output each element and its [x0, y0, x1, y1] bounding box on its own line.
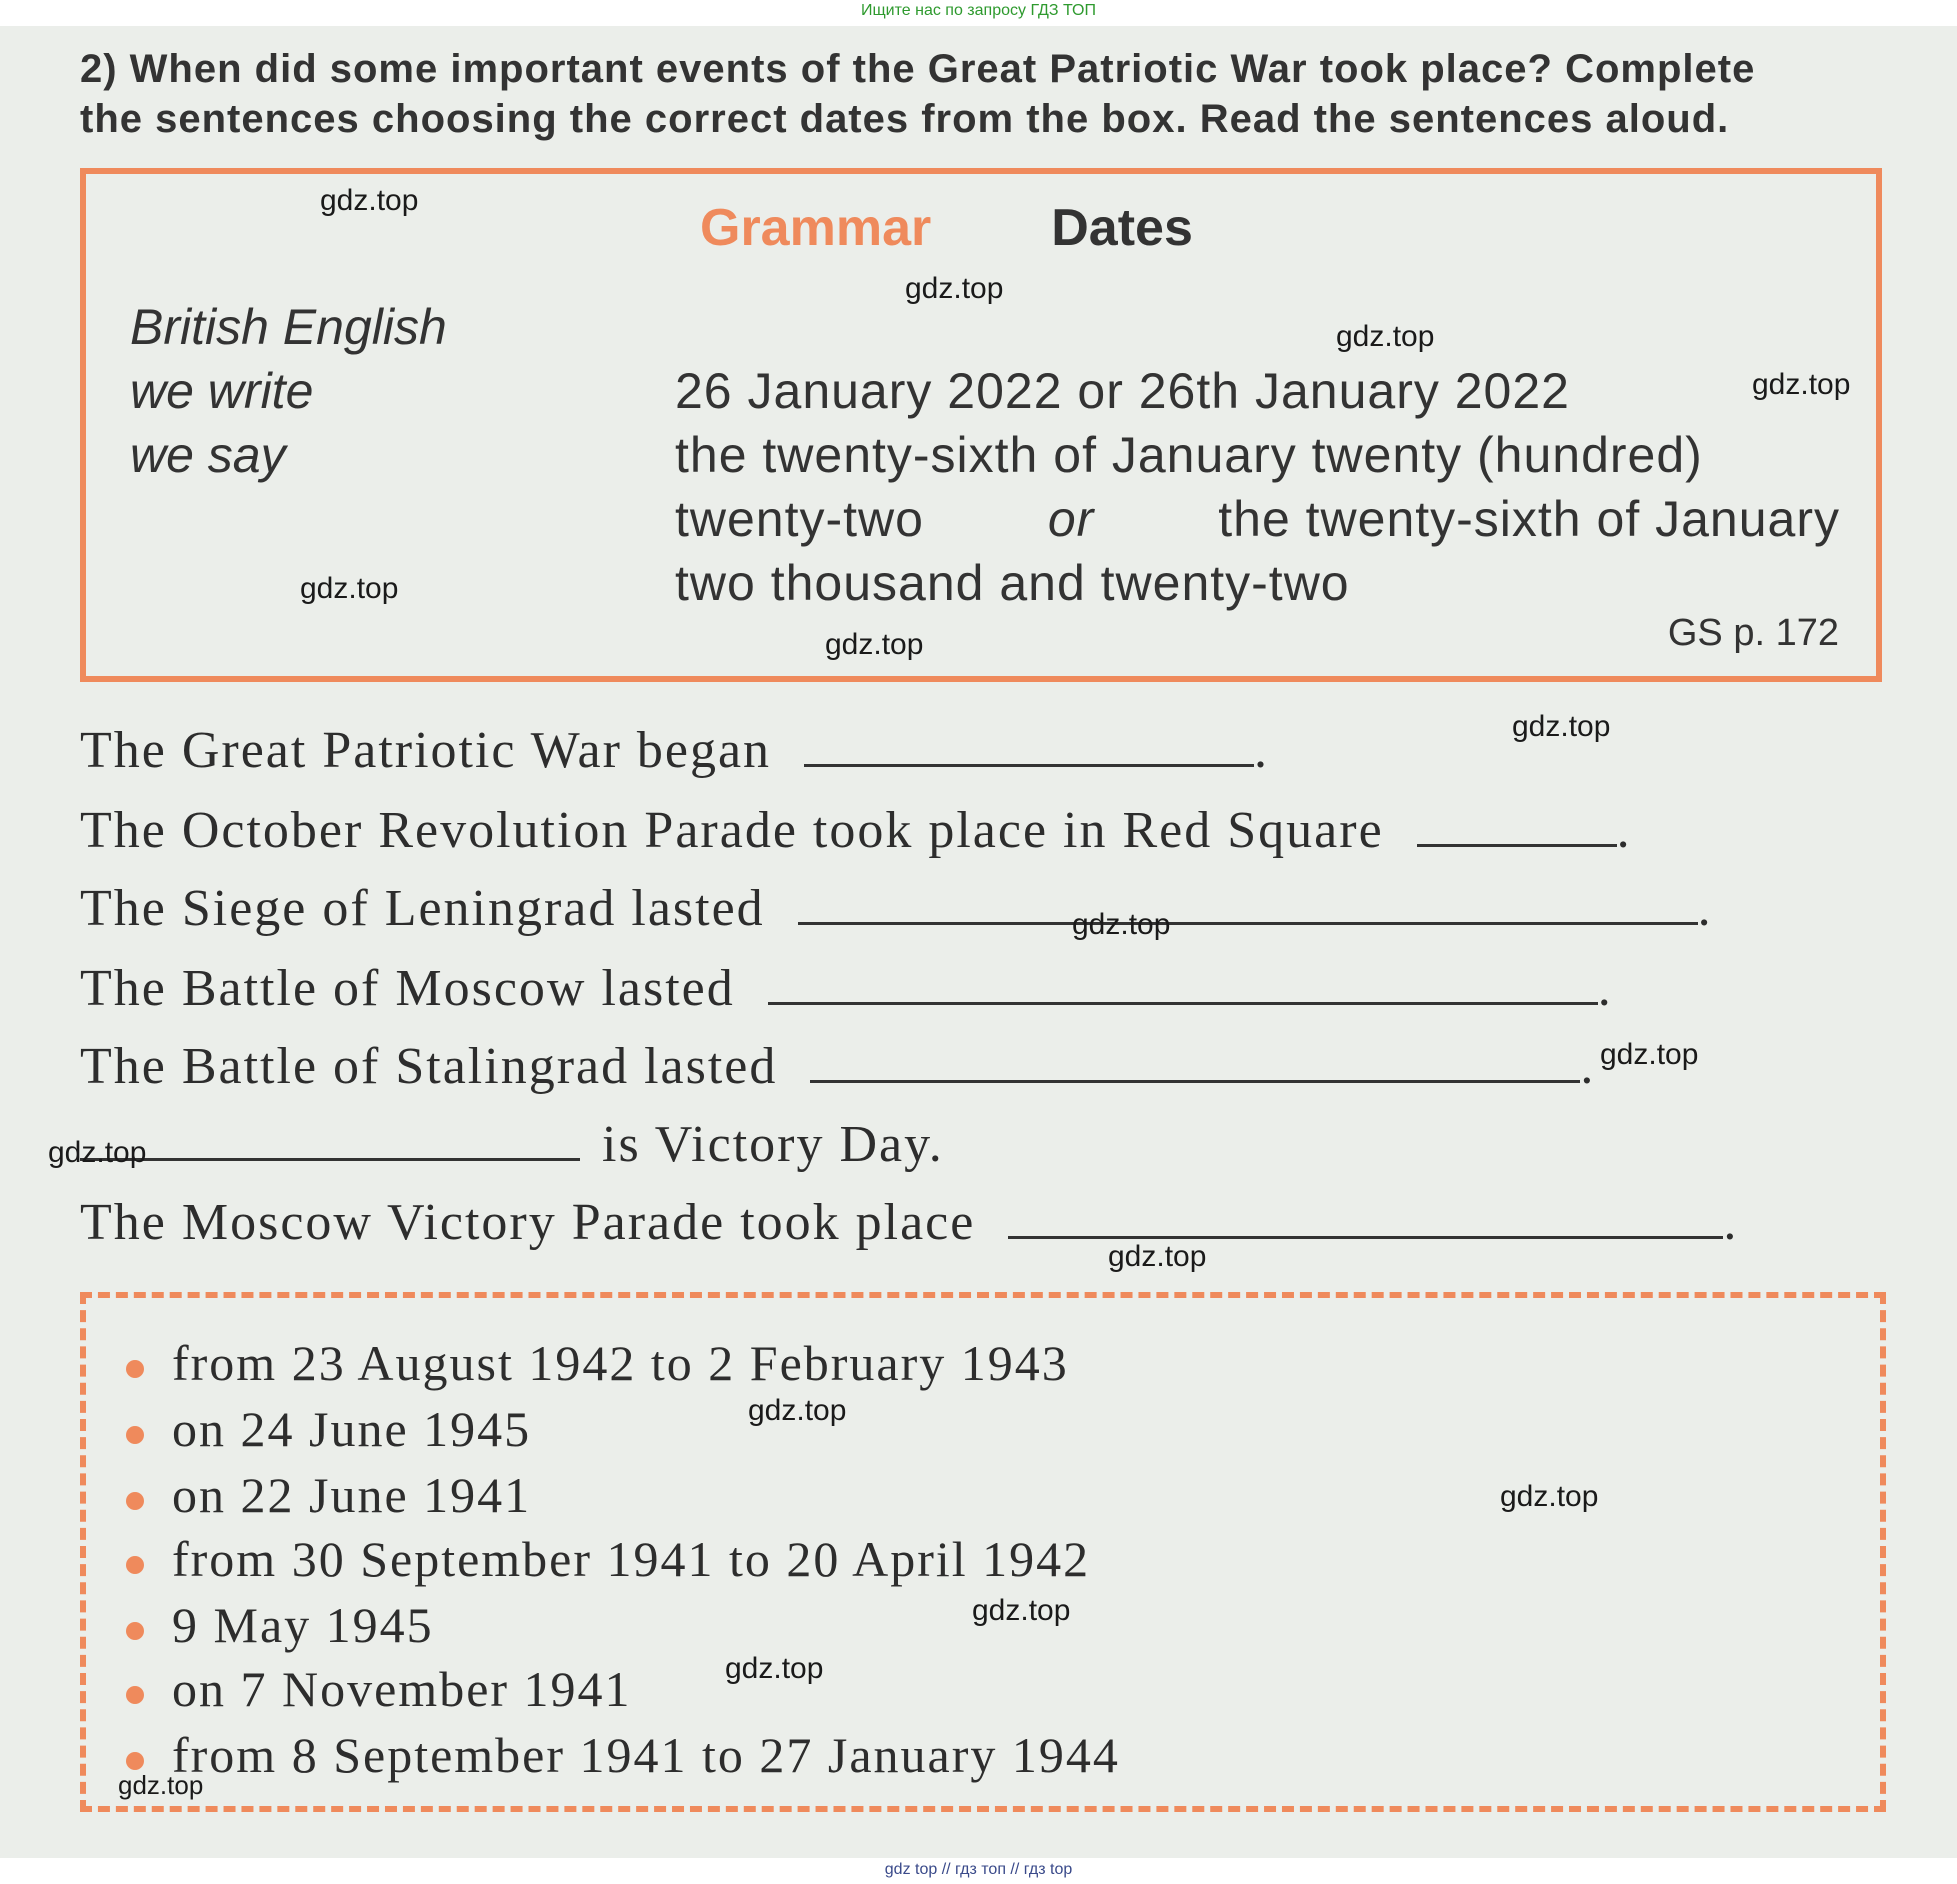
date-text: on 22 June 1941 — [172, 1467, 532, 1523]
sentence-text: The Battle of Stalingrad lasted — [80, 1038, 778, 1095]
sentence-2 — [80, 800, 1632, 860]
answer-blank[interactable] — [798, 878, 1698, 925]
watermark: gdz.top — [48, 1136, 147, 1169]
sentence-3 — [80, 878, 1713, 938]
grammar-topic: Dates — [1051, 199, 1193, 257]
date-text: on 7 November 1941 — [172, 1661, 632, 1717]
answer-blank[interactable] — [804, 720, 1254, 767]
date-option-6[interactable] — [126, 1660, 632, 1718]
say-example-line-2 — [675, 490, 1840, 548]
watermark: gdz.top — [972, 1594, 1071, 1627]
sentence-period: . — [1723, 1194, 1739, 1251]
bottom-banner[interactable]: gdz top // гдз топ // гдз top — [0, 1858, 1957, 1884]
answer-blank[interactable] — [1417, 800, 1617, 847]
sentence-7 — [80, 1192, 1738, 1252]
date-text: from 23 August 1942 to 2 February 1943 — [172, 1335, 1069, 1391]
watermark: gdz.top — [1600, 1038, 1699, 1071]
sentence-text: The Moscow Victory Parade took place — [80, 1194, 976, 1251]
bullet-icon — [126, 1556, 144, 1574]
sentence-period: . — [1254, 722, 1270, 779]
task-instructions — [80, 44, 1900, 144]
sentence-text: The Great Patriotic War began — [80, 722, 772, 779]
sentence-period: . — [1616, 802, 1632, 859]
top-banner[interactable]: Ищите нас по запросу ГДЗ ТОП — [0, 0, 1957, 26]
grammar-label: Grammar — [700, 199, 932, 257]
bullet-icon — [126, 1752, 144, 1770]
watermark: gdz.top — [118, 1770, 204, 1800]
date-text: on 24 June 1945 — [172, 1401, 532, 1457]
date-option-4[interactable] — [126, 1530, 1090, 1588]
watermark: gdz.top — [1500, 1480, 1599, 1513]
sentence-period: . — [1597, 960, 1613, 1017]
date-option-1[interactable] — [126, 1334, 1069, 1392]
bullet-icon — [126, 1492, 144, 1510]
bullet-icon — [126, 1360, 144, 1378]
task-line-2: the sentences choosing the correct dates from the box. Read the sentences aloud. — [80, 97, 1730, 141]
say-line2-part-b: the twenty-sixth of January — [1218, 491, 1840, 547]
bullet-icon — [126, 1622, 144, 1640]
sentence-text: The October Revolution Parade took place in Red Square — [80, 802, 1384, 859]
answer-blank[interactable] — [768, 958, 1598, 1005]
watermark: gdz.top — [1512, 710, 1611, 743]
date-option-5[interactable] — [126, 1596, 434, 1654]
sentence-1 — [80, 720, 1269, 780]
say-example-line-3: two thousand and twenty-two — [675, 555, 1350, 611]
sentence-period: . — [1580, 1038, 1596, 1095]
date-text: from 30 September 1941 to 20 April 1942 — [172, 1531, 1091, 1587]
grammar-title — [700, 198, 1193, 258]
answer-blank[interactable] — [1008, 1192, 1723, 1239]
answer-blank[interactable] — [810, 1036, 1580, 1083]
sentence-6 — [80, 1114, 944, 1174]
say-line2-or: or — [1047, 491, 1095, 547]
answer-blank[interactable] — [80, 1114, 580, 1161]
watermark: gdz.top — [1752, 368, 1851, 401]
watermark: gdz.top — [905, 272, 1004, 305]
watermark: gdz.top — [725, 1652, 824, 1685]
date-option-3[interactable] — [126, 1466, 531, 1524]
date-option-2[interactable] — [126, 1400, 531, 1458]
sentence-text: is Victory Day. — [602, 1116, 944, 1173]
sentence-4 — [80, 958, 1613, 1018]
british-english-heading: British English — [130, 299, 447, 355]
watermark: gdz.top — [1336, 320, 1435, 353]
grammar-reference: GS p. 172 — [1667, 612, 1839, 654]
say-example-line-1: the twenty-sixth of January twenty (hundred) — [675, 427, 1703, 483]
sentence-text: The Battle of Moscow lasted — [80, 960, 735, 1017]
we-write-label: we write — [130, 363, 314, 419]
bullet-icon — [126, 1686, 144, 1704]
sentence-period: . — [1697, 880, 1713, 937]
sentence-text: The Siege of Leningrad lasted — [80, 880, 765, 937]
date-option-7[interactable] — [126, 1726, 1120, 1784]
watermark: gdz.top — [300, 572, 399, 605]
we-say-label: we say — [130, 427, 286, 483]
watermark: gdz.top — [320, 184, 419, 217]
write-example: 26 January 2022 or 26th January 2022 — [675, 363, 1570, 419]
task-line-1: 2) When did some important events of the Great Patriotic War took place? Complete — [80, 47, 1756, 91]
watermark: gdz.top — [1108, 1240, 1207, 1273]
watermark: gdz.top — [1072, 908, 1171, 941]
date-text: from 8 September 1941 to 27 January 1944 — [172, 1727, 1120, 1783]
watermark: gdz.top — [825, 628, 924, 661]
bullet-icon — [126, 1426, 144, 1444]
date-text: 9 May 1945 — [172, 1597, 434, 1653]
say-line2-part-a: twenty-two — [675, 491, 924, 547]
watermark: gdz.top — [748, 1394, 847, 1427]
sentence-5 — [80, 1036, 1595, 1096]
